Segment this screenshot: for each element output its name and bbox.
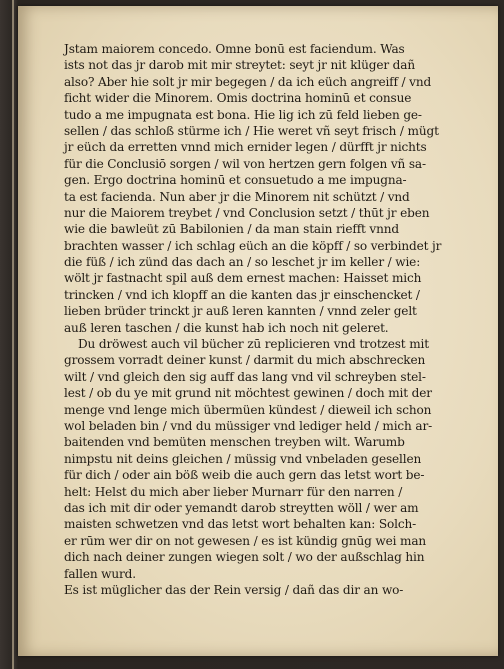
text-line: maisten schwetzen vnd das letst wort behalten kan: Solch- [64, 517, 417, 532]
text-line: fallen wurd. [64, 566, 136, 581]
text-line: wie die bawleüt zū Babilonien / da man stain riefft vnnd [64, 222, 399, 237]
text-line: baitenden vnd bemüten menschen treyben wilt. Warumb [64, 435, 405, 450]
text-line: das ich mit dir oder yemandt darob streytten wöll / wer am [64, 500, 419, 515]
text-line: also? Aber hie solt jr mir begegen / da ich eüch angreiff / vnd [64, 74, 432, 89]
text-line: lest / ob du ye mit grund nit möchtest gewinen / doch mit der [64, 386, 432, 401]
paragraph-start-line: Es ist müglicher das der Rein versig / dañ das dir an wo- [64, 582, 404, 597]
text-line: grossem vorradt deiner kunst / darmit du mich abschrecken [64, 353, 426, 368]
text-line: ta est facienda. Nun aber jr die Minorem nit schützt / vnd [64, 189, 410, 204]
text-line: jr eüch da erretten vnnd mich ernider legen / dürfft jr nichts [64, 140, 427, 155]
text-line: brachten wasser / ich schlag eüch an die köpff / so verbindet jr [64, 238, 442, 253]
text-line: wol beladen bin / vnd du müssiger vnd lediger held / mich ar- [64, 418, 433, 433]
text-line: nimpstu nit deins gleichen / müssig vnd vnbeladen gesellen [64, 451, 422, 466]
book-gutter [12, 0, 14, 669]
text-line: gen. Ergo doctrina hominū et consuetudo a me impugna- [64, 173, 407, 188]
text-line: lieben brüder trinckt jr auß leren kannten / vnnd zeler gelt [64, 304, 417, 319]
paragraph-start-line: Du dröwest auch vil bücher zū replicieren vnd trotzest mit [78, 337, 429, 352]
text-line: Jstam maiorem concedo. Omne bonū est faciendum. Was [64, 42, 405, 56]
text-line: wölt jr fastnacht spil auß dem ernest machen: Haisset mich [64, 271, 422, 286]
text-line: ficht wider die Minorem. Omis doctrina hominū et consue [64, 91, 412, 106]
text-line: menge vnd lenge mich übermüen kündest / dieweil ich schon [64, 402, 432, 417]
text-line: wilt / vnd gleich den sig auff das lang vnd vil schreyben stel- [64, 369, 426, 384]
text-line: sellen / das schloß stürme ich / Hie weret vñ seyt frisch / mügt [64, 123, 439, 138]
text-line: nur die Maiorem treybet / vnd Conclusion setzt / thūt jr eben [64, 205, 430, 220]
text-line: die füß / ich zünd das dach an / so leschet jr im keller / wie: [64, 255, 421, 270]
text-line: auß leren taschen / die kunst hab ich noch nit geleret. [64, 320, 389, 335]
text-line: er rūm wer dir on not gewesen / es ist kündig gnūg wei man [64, 533, 427, 548]
book-page [18, 6, 498, 656]
page-text [64, 41, 488, 598]
text-line: tudo a me impugnata est bona. Hie lig ich zū feld lieben ge- [64, 107, 422, 122]
text-line: ists not das jr darob mit mir streytet: seyt jr nit klüger dañ [64, 58, 415, 73]
text-line: helt: Helst du mich aber lieber Murnarr für den narren / [64, 484, 403, 499]
text-line: für dich / oder ain böß weib die auch gern das letst wort be- [64, 468, 425, 483]
text-line: dich nach deiner zungen wiegen solt / wo der außschlag hin [64, 550, 425, 565]
text-line: für die Conclusiō sorgen / wil von hertzen gern folgen vñ sa- [64, 156, 426, 171]
text-line: trincken / vnd ich klopff an die kanten das jr einschencket / [64, 287, 420, 302]
